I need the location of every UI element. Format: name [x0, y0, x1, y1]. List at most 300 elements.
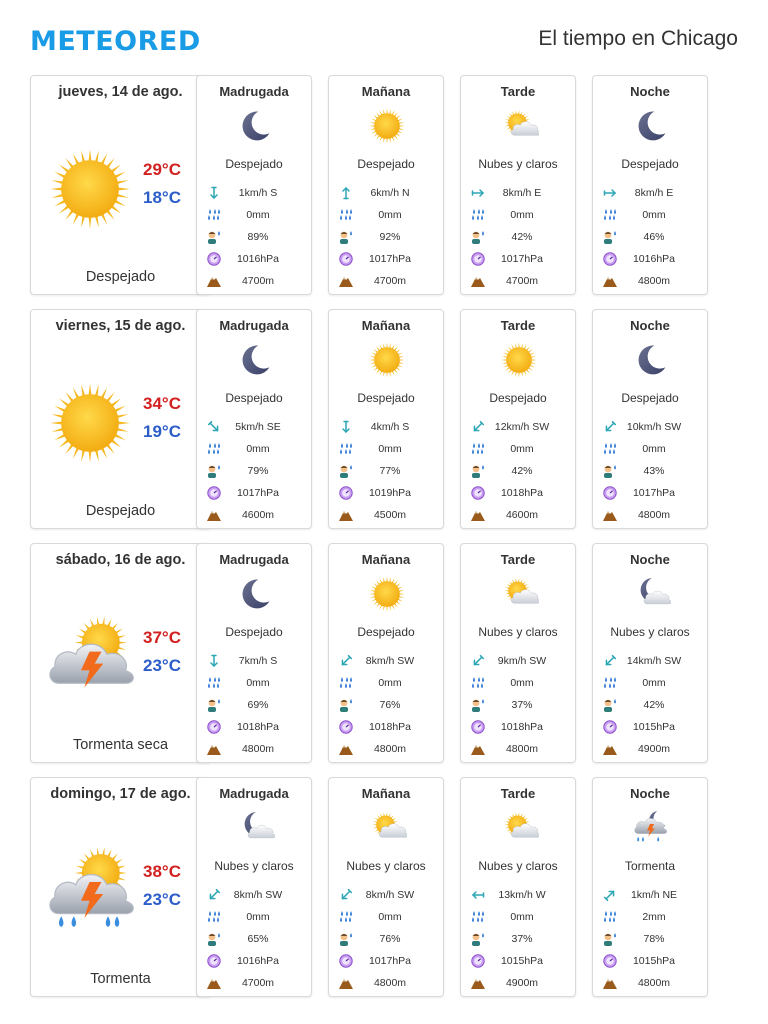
pressure-row [601, 485, 699, 501]
period-card[interactable] [592, 75, 708, 295]
wind-value: 4km/h S [370, 421, 410, 433]
wind-arrow-icon [469, 420, 487, 434]
period-card[interactable] [328, 777, 444, 997]
precip-value: 0mm [246, 911, 270, 923]
period-card[interactable] [196, 309, 312, 529]
rain-icon [337, 442, 355, 456]
period-name: Tarde [500, 552, 536, 567]
period-condition: Despejado [357, 391, 415, 405]
precip-value: 0mm [642, 209, 666, 221]
pressure-value: 1017hPa [632, 487, 676, 499]
wind-value: 6km/h N [370, 187, 410, 199]
wind-row [469, 185, 567, 201]
altitude-row [337, 273, 435, 289]
rain-icon [469, 910, 487, 924]
day-date: jueves, 14 de ago. [58, 84, 183, 100]
humidity-row [601, 931, 699, 947]
logo-wordmark [30, 27, 236, 53]
altitude-row [337, 507, 435, 523]
precip-row [601, 207, 699, 223]
wind-arrow-icon [601, 186, 619, 200]
moon-icon [235, 574, 275, 614]
period-name: Mañana [361, 318, 411, 333]
humidity-value: 76% [379, 699, 401, 711]
pressure-value: 1015hPa [632, 955, 676, 967]
period-card[interactable] [592, 543, 708, 763]
period-name: Mañana [361, 786, 411, 801]
wind-row [205, 419, 303, 435]
pressure-row [205, 251, 303, 267]
precip-value: 0mm [246, 677, 270, 689]
period-condition: Despejado [489, 391, 547, 405]
humidity-icon [337, 698, 355, 712]
precip-row [337, 675, 435, 691]
mountain-icon [469, 274, 487, 288]
humidity-value: 46% [643, 231, 665, 243]
wind-arrow-icon [205, 888, 223, 902]
wind-row [337, 653, 435, 669]
wind-row [337, 185, 435, 201]
period-card[interactable] [460, 777, 576, 997]
humidity-icon [337, 464, 355, 478]
altitude-row [469, 975, 567, 991]
wind-value: 8km/h SW [365, 889, 415, 901]
period-card[interactable] [196, 777, 312, 997]
altitude-row [205, 741, 303, 757]
altitude-value: 4700m [505, 275, 539, 287]
period-card[interactable] [592, 777, 708, 997]
day-summary-card[interactable] [30, 777, 211, 997]
precip-value: 0mm [510, 911, 534, 923]
day-row [30, 75, 738, 295]
wind-value: 8km/h SW [233, 889, 283, 901]
wind-value: 14km/h SW [626, 655, 682, 667]
period-condition: Nubes y claros [478, 625, 558, 639]
precip-row [469, 675, 567, 691]
precip-value: 0mm [246, 209, 270, 221]
wind-row [469, 419, 567, 435]
mountain-icon [469, 508, 487, 522]
precip-value: 0mm [510, 443, 534, 455]
humidity-row [469, 463, 567, 479]
humidity-icon [601, 230, 619, 244]
altitude-value: 4700m [373, 275, 407, 287]
period-name: Mañana [361, 84, 411, 99]
wind-arrow-icon [469, 186, 487, 200]
altitude-row [205, 975, 303, 991]
day-condition: Despejado [85, 269, 156, 285]
rain-icon [337, 910, 355, 924]
humidity-icon [205, 932, 223, 946]
humidity-icon [337, 932, 355, 946]
period-card[interactable] [196, 543, 312, 763]
period-name: Madrugada [219, 552, 289, 567]
wind-row [601, 887, 699, 903]
pressure-value: 1016hPa [236, 955, 280, 967]
pressure-row [469, 719, 567, 735]
rain-icon [469, 442, 487, 456]
period-condition: Nubes y claros [214, 859, 294, 873]
moon-icon [631, 340, 671, 380]
humidity-value: 37% [511, 699, 533, 711]
period-condition: Despejado [621, 391, 679, 405]
day-condition: Despejado [85, 503, 156, 519]
pressure-row [469, 251, 567, 267]
altitude-value: 4500m [373, 509, 407, 521]
altitude-row [469, 507, 567, 523]
rain-icon [205, 208, 223, 222]
altitude-value: 4800m [373, 977, 407, 989]
wind-arrow-icon [205, 186, 223, 200]
altitude-value: 4600m [505, 509, 539, 521]
altitude-value: 4800m [241, 743, 275, 755]
humidity-icon [601, 932, 619, 946]
humidity-icon [469, 932, 487, 946]
storm-icon [45, 846, 135, 936]
precip-row [205, 207, 303, 223]
wind-arrow-icon [205, 654, 223, 668]
pressure-gauge-icon [205, 486, 223, 500]
day-summary-card[interactable] [30, 75, 211, 295]
precip-value: 0mm [246, 443, 270, 455]
mountain-icon [601, 508, 619, 522]
humidity-icon [469, 464, 487, 478]
moon-icon [631, 106, 671, 146]
altitude-row [601, 741, 699, 757]
pressure-row [469, 953, 567, 969]
moon-storm-icon [631, 808, 671, 848]
period-name: Noche [630, 84, 670, 99]
period-name: Noche [630, 786, 670, 801]
humidity-value: 42% [511, 231, 533, 243]
precip-row [601, 675, 699, 691]
period-condition: Nubes y claros [610, 625, 690, 639]
pressure-value: 1019hPa [368, 487, 412, 499]
period-condition: Despejado [357, 157, 415, 171]
period-condition: Nubes y claros [478, 157, 558, 171]
rain-icon [601, 442, 619, 456]
altitude-row [469, 273, 567, 289]
wind-row [205, 653, 303, 669]
humidity-row [337, 463, 435, 479]
temp-max: 38°C [143, 862, 181, 881]
altitude-value: 4600m [241, 509, 275, 521]
pressure-row [337, 719, 435, 735]
wind-value: 1km/h S [238, 187, 278, 199]
pressure-gauge-icon [469, 486, 487, 500]
precip-value: 0mm [510, 209, 534, 221]
precip-row [205, 675, 303, 691]
precip-row [337, 441, 435, 457]
wind-value: 8km/h SW [365, 655, 415, 667]
altitude-row [601, 507, 699, 523]
precip-row [469, 207, 567, 223]
wind-value: 10km/h SW [626, 421, 682, 433]
period-card[interactable] [460, 543, 576, 763]
wind-value: 8km/h E [634, 187, 674, 199]
wind-row [469, 653, 567, 669]
sun-icon [499, 340, 539, 380]
pressure-gauge-icon [205, 954, 223, 968]
temp-max: 29°C [143, 160, 181, 179]
rain-icon [601, 208, 619, 222]
wind-value: 13km/h W [498, 889, 546, 901]
temp-min: 19°C [143, 422, 181, 441]
day-summary-card[interactable] [30, 543, 211, 763]
mountain-icon [601, 274, 619, 288]
temp-min: 18°C [143, 188, 181, 207]
mountain-icon [205, 274, 223, 288]
day-condition: Tormenta seca [72, 737, 169, 753]
pressure-gauge-icon [601, 720, 619, 734]
mountain-icon [601, 976, 619, 990]
mountain-icon [205, 976, 223, 990]
precip-value: 0mm [642, 443, 666, 455]
humidity-value: 42% [643, 699, 665, 711]
pressure-row [205, 953, 303, 969]
altitude-value: 4800m [505, 743, 539, 755]
pressure-row [337, 251, 435, 267]
period-name: Madrugada [219, 84, 289, 99]
period-card[interactable] [196, 75, 312, 295]
period-card[interactable] [328, 543, 444, 763]
wind-value: 5km/h SE [235, 421, 281, 433]
period-name: Noche [630, 552, 670, 567]
period-card[interactable] [592, 309, 708, 529]
humidity-value: 65% [247, 933, 269, 945]
pressure-value: 1017hPa [368, 253, 412, 265]
pressure-gauge-icon [337, 954, 355, 968]
sun-cloud-icon [499, 106, 539, 146]
precip-value: 0mm [378, 443, 402, 455]
precip-row [337, 207, 435, 223]
altitude-value: 4900m [505, 977, 539, 989]
pressure-row [205, 719, 303, 735]
precip-value: 0mm [378, 209, 402, 221]
precip-value: 0mm [642, 677, 666, 689]
day-row [30, 543, 738, 763]
rain-icon [205, 676, 223, 690]
wind-row [205, 887, 303, 903]
wind-row [601, 185, 699, 201]
day-row [30, 777, 738, 997]
pressure-row [601, 251, 699, 267]
pressure-gauge-icon [469, 954, 487, 968]
temp-max: 37°C [143, 628, 181, 647]
humidity-row [469, 931, 567, 947]
pressure-value: 1015hPa [632, 721, 676, 733]
day-date: domingo, 17 de ago. [50, 786, 191, 802]
rain-icon [601, 910, 619, 924]
pressure-value: 1017hPa [368, 955, 412, 967]
humidity-row [205, 931, 303, 947]
mountain-icon [337, 742, 355, 756]
humidity-value: 78% [643, 933, 665, 945]
period-condition: Despejado [225, 391, 283, 405]
rain-icon [469, 676, 487, 690]
pressure-gauge-icon [469, 720, 487, 734]
day-condition: Tormenta [90, 971, 151, 987]
humidity-icon [601, 698, 619, 712]
sun-icon [367, 106, 407, 146]
humidity-value: 42% [511, 465, 533, 477]
period-condition: Nubes y claros [478, 859, 558, 873]
mountain-icon [337, 274, 355, 288]
pressure-gauge-icon [469, 252, 487, 266]
altitude-row [337, 975, 435, 991]
humidity-value: 89% [247, 231, 269, 243]
wind-arrow-icon [337, 654, 355, 668]
sun-icon [367, 574, 407, 614]
wind-arrow-icon [601, 420, 619, 434]
period-name: Madrugada [219, 786, 289, 801]
sun-icon [45, 378, 135, 468]
humidity-value: 76% [379, 933, 401, 945]
mountain-icon [601, 742, 619, 756]
wind-row [601, 653, 699, 669]
svg-text:METEORED: METEORED [30, 27, 201, 53]
humidity-row [205, 697, 303, 713]
pressure-row [601, 719, 699, 735]
altitude-value: 4800m [637, 275, 671, 287]
page-title: El tiempo en Chicago [538, 27, 738, 50]
mountain-icon [469, 976, 487, 990]
wind-arrow-icon [337, 888, 355, 902]
pressure-value: 1017hPa [500, 253, 544, 265]
altitude-row [601, 975, 699, 991]
altitude-value: 4800m [373, 743, 407, 755]
sun-cloud-icon [499, 808, 539, 848]
header [0, 0, 768, 72]
sun-cloud-icon [499, 574, 539, 614]
precip-row [205, 441, 303, 457]
precip-row [601, 909, 699, 925]
period-name: Madrugada [219, 318, 289, 333]
sun-cloud-icon [367, 808, 407, 848]
rain-icon [205, 442, 223, 456]
humidity-value: 37% [511, 933, 533, 945]
period-condition: Despejado [225, 157, 283, 171]
humidity-row [601, 463, 699, 479]
humidity-row [469, 229, 567, 245]
period-card[interactable] [460, 75, 576, 295]
wind-arrow-icon [469, 888, 487, 902]
mountain-icon [205, 742, 223, 756]
temp-max: 34°C [143, 394, 181, 413]
pressure-value: 1017hPa [236, 487, 280, 499]
day-date: viernes, 15 de ago. [55, 318, 186, 334]
wind-value: 1km/h NE [630, 889, 678, 901]
wind-row [337, 419, 435, 435]
altitude-value: 4800m [637, 509, 671, 521]
humidity-row [337, 229, 435, 245]
pressure-gauge-icon [337, 252, 355, 266]
humidity-row [205, 463, 303, 479]
altitude-value: 4700m [241, 977, 275, 989]
period-name: Mañana [361, 552, 411, 567]
wind-arrow-icon [337, 186, 355, 200]
temp-min: 23°C [143, 656, 181, 675]
moon-cloud-icon [235, 808, 275, 848]
humidity-value: 69% [247, 699, 269, 711]
humidity-value: 77% [379, 465, 401, 477]
pressure-gauge-icon [601, 252, 619, 266]
precip-row [469, 441, 567, 457]
sun-icon [367, 340, 407, 380]
pressure-value: 1018hPa [500, 721, 544, 733]
moon-icon [235, 340, 275, 380]
pressure-value: 1016hPa [236, 253, 280, 265]
day-row [30, 309, 738, 529]
mountain-icon [469, 742, 487, 756]
pressure-value: 1016hPa [632, 253, 676, 265]
period-condition: Despejado [621, 157, 679, 171]
meteored-logo[interactable] [30, 22, 236, 58]
precip-row [469, 909, 567, 925]
mountain-icon [337, 508, 355, 522]
period-card[interactable] [328, 309, 444, 529]
wind-row [601, 419, 699, 435]
altitude-row [469, 741, 567, 757]
humidity-row [337, 931, 435, 947]
period-name: Tarde [500, 786, 536, 801]
rain-icon [601, 676, 619, 690]
pressure-row [337, 953, 435, 969]
altitude-row [601, 273, 699, 289]
period-condition: Despejado [357, 625, 415, 639]
pressure-value: 1018hPa [368, 721, 412, 733]
altitude-row [205, 273, 303, 289]
period-card[interactable] [328, 75, 444, 295]
wind-value: 9km/h SW [497, 655, 547, 667]
period-condition: Despejado [225, 625, 283, 639]
pressure-row [337, 485, 435, 501]
humidity-icon [205, 464, 223, 478]
humidity-row [205, 229, 303, 245]
temp-min: 23°C [143, 890, 181, 909]
day-summary-card[interactable] [30, 309, 211, 529]
wind-arrow-icon [601, 888, 619, 902]
humidity-icon [337, 230, 355, 244]
wind-value: 7km/h S [238, 655, 278, 667]
wind-row [205, 185, 303, 201]
precip-row [337, 909, 435, 925]
wind-row [337, 887, 435, 903]
wind-arrow-icon [469, 654, 487, 668]
moon-icon [235, 106, 275, 146]
period-card[interactable] [460, 309, 576, 529]
rain-icon [205, 910, 223, 924]
altitude-value: 4800m [637, 977, 671, 989]
rain-icon [337, 208, 355, 222]
humidity-row [601, 697, 699, 713]
precip-value: 2mm [642, 911, 666, 923]
humidity-value: 43% [643, 465, 665, 477]
pressure-row [469, 485, 567, 501]
wind-row [469, 887, 567, 903]
precip-value: 0mm [510, 677, 534, 689]
humidity-row [337, 697, 435, 713]
pressure-row [205, 485, 303, 501]
humidity-icon [469, 698, 487, 712]
mountain-icon [337, 976, 355, 990]
wind-arrow-icon [205, 420, 223, 434]
rain-icon [469, 208, 487, 222]
pressure-value: 1018hPa [236, 721, 280, 733]
altitude-value: 4700m [241, 275, 275, 287]
moon-cloud-icon [631, 574, 671, 614]
wind-value: 12km/h SW [494, 421, 550, 433]
